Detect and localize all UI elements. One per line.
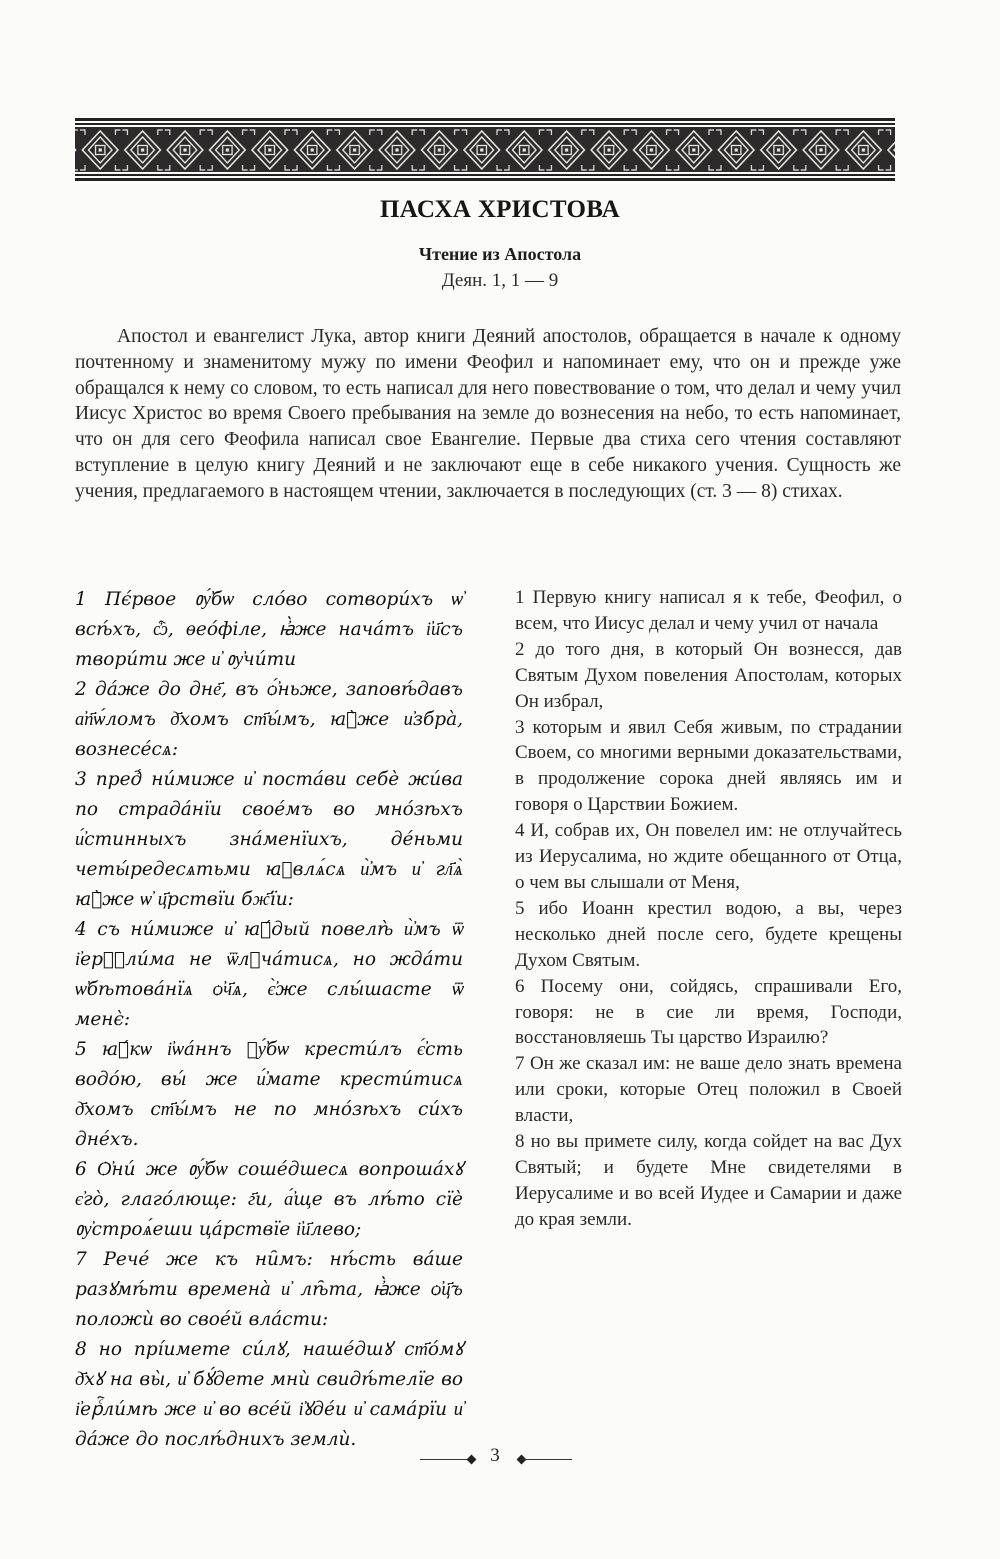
ornament-pattern-graphic bbox=[75, 118, 895, 182]
slavonic-verse-3: 3 пред̾ ни́миже и҆ поста́ви себѐ жи́ва по страда́нїи свое́мъ во мно́зѣхъ и҆́стинныхъ зна́менїихъ, де́ньми четы́редесѧтьми ꙗ҆влѧ́сѧ и҆̀мъ и҆ гл҃ѧ̀ ꙗ҆̀же ѡ҆ ц҃рствїи бж҃їи: bbox=[75, 769, 463, 910]
russian-verse-7: 7 Он же сказал им: не ваше дело знать времена или сроки, которые Отец положил в Своей власти, bbox=[515, 1053, 902, 1127]
intro-paragraph: Апостол и евангелист Лука, автор книги Деяний апостолов, обращается в начале к одному почтенному и знаменитому мужу по имени Феофил и напоминает ему, что он и прежде уже обращался к нему со словом, то есть написал для него повествование о том, что делал и чему учил Иисус Христос во время Своего пребывания на земле до вознесения на небо, то есть напоминает, что он для сего Феофила написал свое Евангелие. Первые два стиха сего чтения составляют вступление в целую книгу Деяний и не заключают еще в себе никакого учения. Сущность же учения, предлагаемого в настоящем чтении, заключается в последующих (ст. 3 — 8) стихах. bbox=[75, 326, 901, 502]
footer-rule-left bbox=[420, 1459, 472, 1460]
footer-diamond-left bbox=[467, 1455, 477, 1465]
church-slavonic-column bbox=[75, 585, 463, 1455]
reading-subtitle: Чтение из Апостола bbox=[418, 244, 582, 264]
slavonic-verse-6: 6 Ѻ҆ни́ же ᲂу҆́бѡ соше́дшесѧ вопроша́хꙋ є҆го̀, глаго́люще: г҃и, а҆́ще въ лѣ́то сїѐ ᲂу҆строѧ́еши ца́рствїе і҆и҃лево; bbox=[75, 1159, 463, 1240]
russian-verse-8: 8 но вы примете силу, когда сойдет на вас Дух Святый; и будете Мне свидетелями в Иерусалиме и во всей Иудее и Самарии и даже до края земли. bbox=[515, 1131, 902, 1230]
russian-verse-2: 2 до того дня, в который Он вознесся, дав Святым Духом повеления Апостолам, которых Он избрал, bbox=[515, 638, 902, 712]
russian-verse-5: 5 ибо Иоанн крестил водою, а вы, через несколько дней после сего, будете крещены Духом Святым. bbox=[515, 897, 902, 971]
russian-verse-4: 4 И, собрав их, Он повелел им: не отлучайтесь из Иерусалима, но ждите обещанного от Отца, о чем вы слышали от Меня, bbox=[515, 820, 902, 893]
slavonic-verse-7: 7 Рече́ же къ ни̑мъ: нѣ́сть ва́ше разꙋмѣ́ти времена̀ и҆ лѣ̑та, ꙗ҆̀же ѻ҆ц҃ъ положѝ во свое́й вла́сти: bbox=[75, 1249, 463, 1330]
russian-verse-3: 3 которым и явил Себя живым, по страдании Своем, со многими верными доказательствами, в продолжение сорока дней являясь им и говоря о Царствии Божием. bbox=[515, 716, 902, 816]
russian-verse-6: 6 Посему они, сойдясь, спрашивали Его, говоря: не в сие ли время, Господи, восстановляешь Ты царство Израилю? bbox=[515, 975, 902, 1049]
page-title: ПАСХА ХРИСТОВА bbox=[380, 196, 620, 223]
slavonic-verse-1: 1 Пє́рвое ᲂу҆́бѡ сло́во сотвори́хъ ѡ҆ всѣ́хъ, ѽ, ѳео́філе, ꙗ҆̀же нача́тъ і҆и҃съ твори́ти же и҆ ᲂу҆чи́ти bbox=[75, 589, 463, 670]
russian-verse-1: 1 Первую книгу написал я к тебе, Феофил, о всем, что Иисус делал и чему учил от начала bbox=[515, 587, 902, 634]
scripture-reference: Деян. 1, 1 — 9 bbox=[441, 270, 559, 291]
page-number: 3 bbox=[490, 1445, 500, 1466]
page-footer bbox=[0, 1445, 1000, 1475]
footer-rule-right bbox=[520, 1459, 572, 1460]
slavonic-verse-8: 8 но прі́имете си́лꙋ, наше́дшꙋ ст҃о́мꙋ д҃хꙋ на вы̀, и҆ бꙋ́дете мнѝ свидѣ́телїе во і҆ерⷭ҇ли́мѣ же и҆ во все́й і҆ꙋде́и и҆ сама́рїи и҆ да́же до послѣ́днихъ землѝ. bbox=[75, 1339, 463, 1450]
russian-translation-column bbox=[515, 585, 902, 1233]
ornamental-border-band bbox=[75, 118, 895, 182]
slavonic-verse-2: 2 да́же до дне҃, въ ѻ҆́ньже, заповѣ́давъ а҆п҃ѡ́ломъ д҃хомъ ст҃ы́мъ, ꙗ҆̀же и҆збра̀, вознесе́сѧ: bbox=[75, 679, 463, 760]
slavonic-verse-4: 4 съ ни́миже и҆ ꙗ҆́дый повелѣ̀ и҆̀мъ ѿ і҆ерⷭ҇ли́ма не ѿлꙋча́тисѧ, но жда́ти ѡ҆бѣтова́нїѧ ѻ҆ч҃ѧ, є҆̀же слы́шасте ѿ менє̀: bbox=[75, 919, 463, 1030]
slavonic-verse-5: 5 ꙗ҆́кѡ і҆ѡа́ннъ ᲂу҆́бѡ крести́лъ є҆́сть водо́ю, вы́ же и҆́мате крести́тисѧ д҃хомъ ст҃ы́мъ не по мно́зѣхъ си́хъ дне́хъ. bbox=[75, 1039, 463, 1150]
